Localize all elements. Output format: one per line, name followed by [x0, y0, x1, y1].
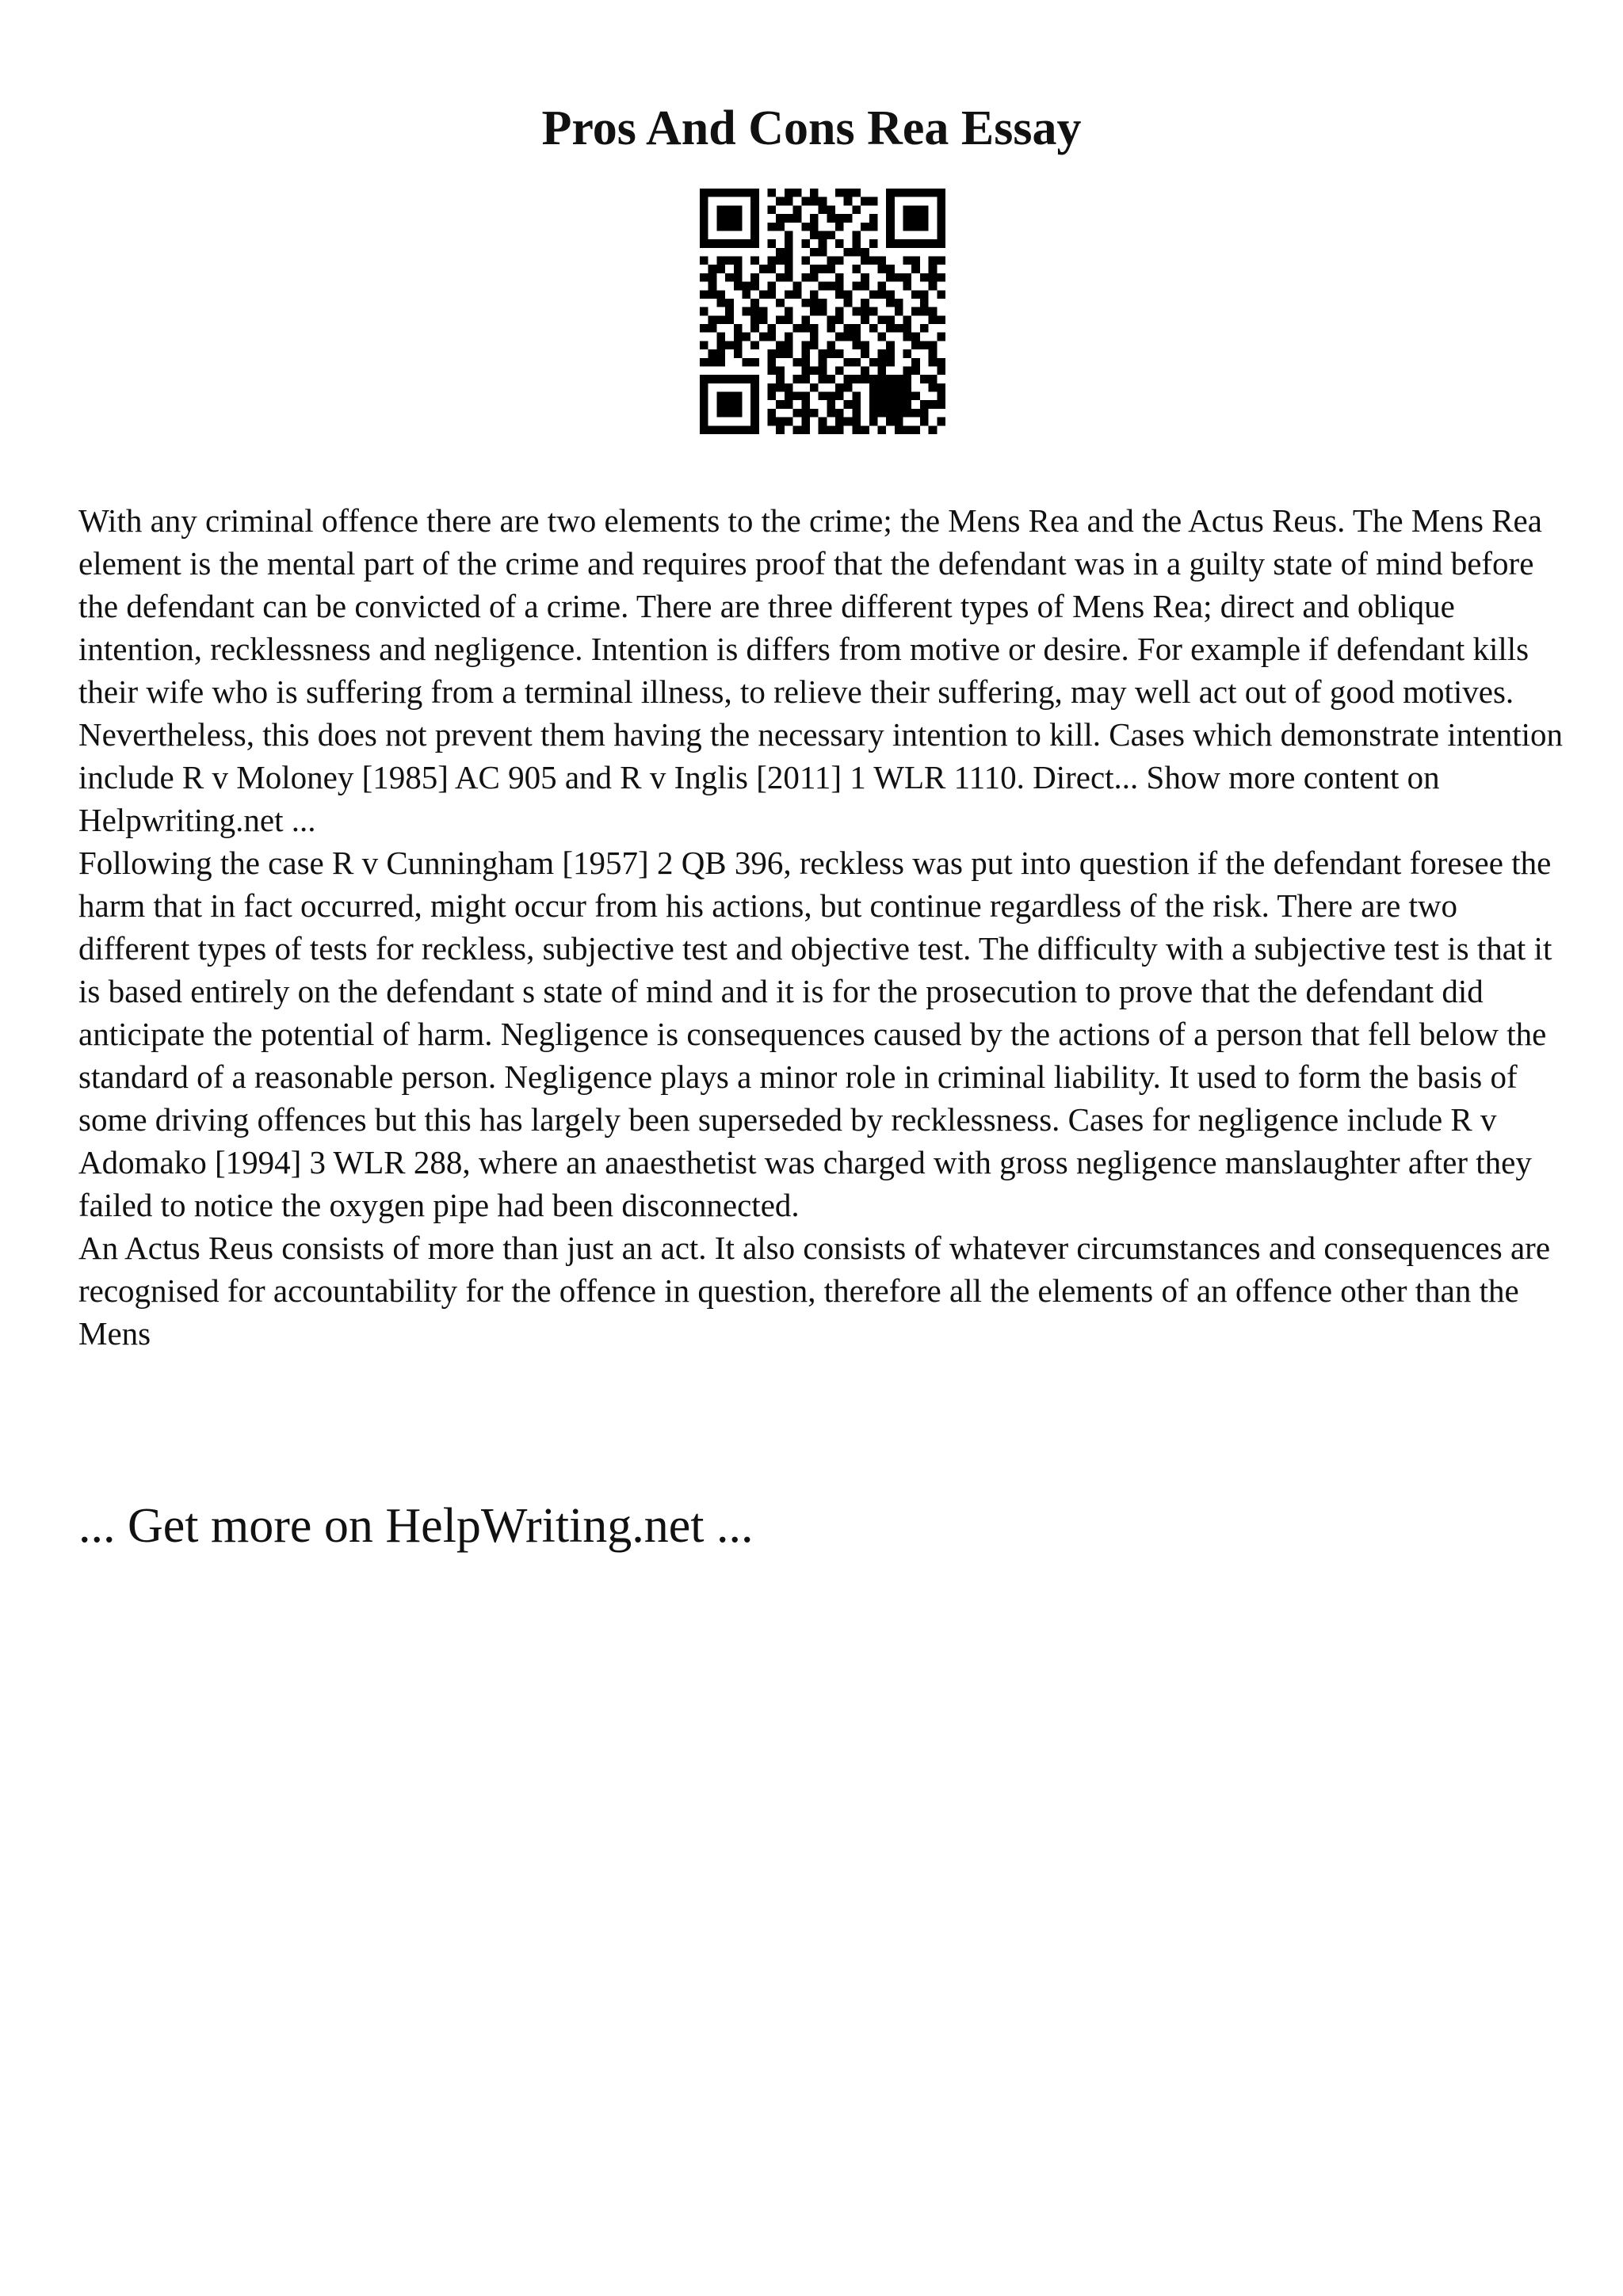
essay-body — [78, 499, 1568, 1355]
get-more-link[interactable]: ... Get more on HelpWriting.net ... — [78, 1499, 754, 1553]
essay-paragraph-3: An Actus Reus consists of more than just an act. It also consists of whatever circumstances and consequences are recognised for accountability for the offence in question, therefore all the elements of an offence other than the Mens — [78, 1230, 1551, 1352]
qr-code-icon — [700, 189, 945, 434]
document-title: Pros And Cons Rea Essay — [541, 101, 1082, 155]
essay-paragraph-1: With any criminal offence there are two elements to the crime; the Mens Rea and the Actus Reus. The Mens Rea element is the mental part of the crime and requires proof that the defendant was in a guilty state of mind before the defendant can be convicted of a crime. There are three different types of Mens Rea; direct and oblique intention, recklessness and negligence. Intention is differs from motive or desire. For example if defendant kills their wife who is suffering from a terminal illness, to relieve their suffering, may well act out of good motives. Nevertheless, this does not prevent them having the necessary intention to kill. Cases which demonstrate intention include R v Moloney [1985] AC 905 and R v Inglis [2011] 1 WLR 1110. Direct... Show more content on Helpwriting.net ... — [78, 502, 1564, 838]
essay-paragraph-2: Following the case R v Cunningham [1957] 2 QB 396, reckless was put into question if the defendant foresee the harm that in fact occurred, might occur from his actions, but continue regardless of the risk. There are two different types of tests for reckless, subjective test and objective test. The difficulty with a subjective test is that it is based entirely on the defendant s state of mind and it is for the prosecution to prove that the defendant did anticipate the potential of harm. Negligence is consequences caused by the actions of a person that fell below the standard of a reasonable person. Negligence plays a minor role in criminal liability. It used to form the basis of some driving offences but this has largely been superseded by recklessness. Cases for negligence include R v Adomako [1994] 3 WLR 288, where an anaesthetist was charged with gross negligence manslaughter after they failed to notice the oxygen pipe had been disconnected. — [78, 845, 1552, 1223]
